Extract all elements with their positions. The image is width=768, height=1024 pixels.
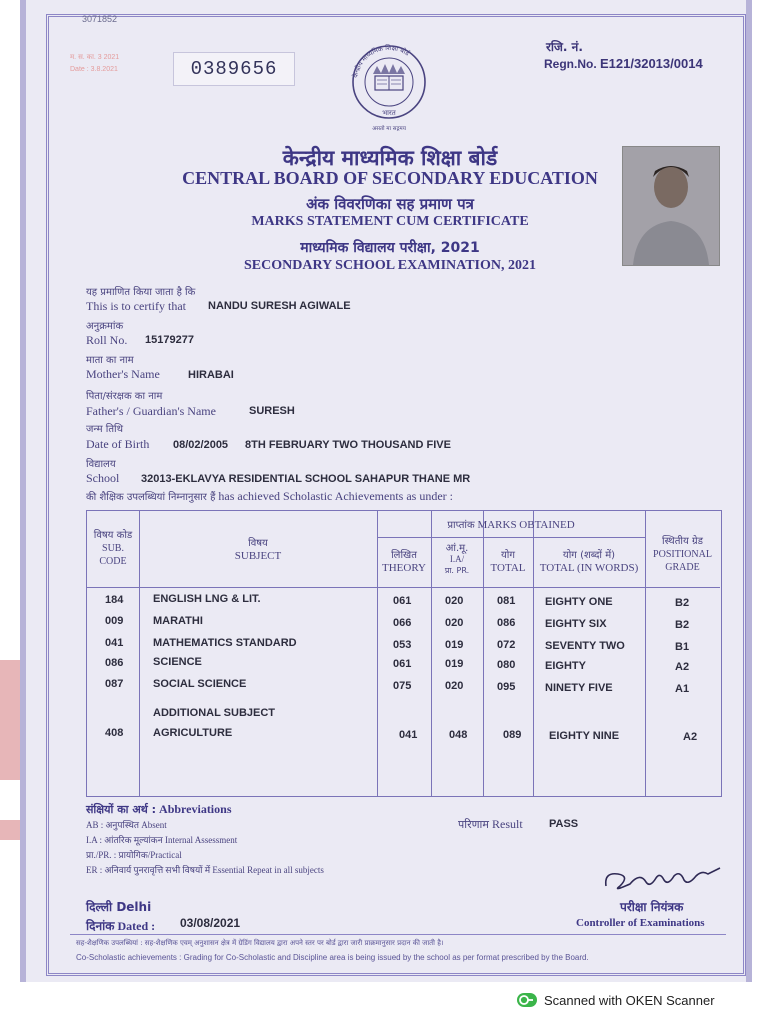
result-value: PASS [549, 818, 579, 830]
row-total-words: SEVENTY TWO [545, 640, 625, 652]
oken-scanner-icon [516, 992, 538, 1008]
abbr-title-en: Abbreviations [159, 802, 232, 816]
row-subject: MATHEMATICS STANDARD [153, 637, 297, 649]
exam-title-hindi: माध्यमिक विद्यालय परीक्षा, 2021 [300, 240, 480, 256]
student-photo-silhouette-icon [623, 147, 719, 265]
abbr-pr: प्रा./PR. : प्रायोगिक/Practical [86, 850, 182, 860]
father-label-en: Father's / Guardian's Name [86, 404, 216, 418]
abbr-ia: I.A : आंतरिक मूल्यांकन Internal Assessment [86, 835, 238, 845]
header-total-hi: योग [500, 550, 516, 561]
row-grade: B1 [675, 641, 690, 653]
header-subject [139, 537, 377, 563]
scanner-text: Scanned with OKEN Scanner [544, 992, 715, 1008]
row-code: 009 [105, 615, 124, 627]
header-marks-obtained [377, 519, 645, 532]
header-subject-hi: विषय [248, 538, 268, 549]
dob-words: 8TH FEBRUARY TWO THOUSAND FIVE [245, 439, 451, 451]
row-code: 087 [105, 678, 124, 690]
red-stamp-line-2: Date : 3.8.2021 [70, 66, 118, 73]
certify-label-en: This is to certify that [86, 299, 186, 313]
row-grade: B2 [675, 619, 690, 631]
seal-text-mid: भारत [382, 109, 396, 117]
dob-value: 08/02/2005 [173, 439, 229, 451]
co-scholastic-note-hi: सह-शैक्षणिक उपलब्धियां : सह-शैक्षणिक एवम् अनुशासन क्षेत्र में ग्रेडिंग विद्यालय द्वारा अपने स्तर पर बोर्ड द्वारा जारी प्राक्रमानुसार प्रदान की जाती है। [76, 939, 444, 947]
row-total: 089 [503, 729, 522, 741]
header-words-en: TOTAL (IN WORDS) [539, 562, 639, 574]
scanner-watermark [516, 992, 715, 1008]
certify-label-hi: यह प्रमाणित किया जाता है कि [86, 287, 196, 298]
header-ia-pr: प्रा. PR. [444, 566, 470, 575]
exam-title-english: SECONDARY SCHOOL EXAMINATION, 2021 [244, 258, 536, 273]
achievement-en: has achieved Scholastic Achievements as under : [218, 489, 453, 503]
student-name: NANDU SURESH AGIWALE [208, 300, 351, 312]
header-grade-hi: स्थितीय ग्रेड [662, 536, 703, 547]
row-grade: A2 [675, 661, 690, 673]
achievement-line [86, 489, 453, 504]
row-theory: 041 [399, 729, 418, 741]
serial-small: 3071852 [82, 14, 118, 24]
school-label-en: School [86, 471, 120, 485]
father-label-hi: पिता/संरक्षक का नाम [86, 391, 163, 402]
row-theory: 061 [393, 658, 412, 670]
roll-label-hi: अनुक्रमांक [86, 321, 124, 332]
row-ia: 019 [445, 639, 464, 651]
row-total-words: NINETY FIVE [545, 682, 613, 694]
row-grade: B2 [675, 597, 690, 609]
roll-number: 15179277 [145, 334, 194, 346]
row-grade: A1 [675, 683, 690, 695]
abbr-title-hi: संक्षियों का अर्थ : [86, 803, 157, 816]
row-subject: MARATHI [153, 615, 203, 627]
result-label-hi: परिणाम [458, 818, 489, 831]
board-name-hindi: केन्द्रीय माध्यमिक शिक्षा बोर्ड [282, 146, 498, 170]
row-ia: 020 [445, 617, 464, 629]
marks-table [86, 510, 722, 797]
row-theory: 053 [393, 639, 412, 651]
header-ia [431, 543, 483, 576]
regn-label-hi: रजि. नं. [546, 40, 583, 54]
row-total-words: EIGHTY [545, 660, 586, 672]
certificate-number: 0389656 [173, 52, 295, 86]
row-grade: A2 [683, 731, 698, 743]
row-theory: 066 [393, 617, 412, 629]
row-subject: ENGLISH LNG & LIT. [153, 593, 261, 605]
header-ia-en: I.A/ [449, 554, 465, 564]
header-total-en: TOTAL [490, 562, 526, 574]
abbr-er: ER : अनिवार्य पुनरावृत्ति सभी विषयों में Essential Repeat in all subjects [86, 865, 324, 875]
seal-motto: असतो मा सद्गमय [372, 126, 406, 132]
red-stamp [70, 52, 168, 80]
row-ia: 020 [445, 595, 464, 607]
abbreviations-title [86, 802, 232, 817]
controller-title-english: Controller of Examinations [576, 917, 705, 929]
mother-label-hi: माता का नाम [86, 355, 134, 366]
row-ia: 048 [449, 729, 468, 741]
regn-value: E121/32013/0014 [600, 56, 703, 71]
header-total-words [533, 549, 645, 575]
board-name-english: CENTRAL BOARD OF SECONDARY EDUCATION [182, 168, 598, 188]
header-total [483, 549, 533, 575]
header-code [87, 529, 139, 568]
row-total: 086 [497, 617, 516, 629]
place: दिल्ली Delhi [86, 900, 152, 914]
roll-label-en: Roll No. [86, 333, 128, 347]
header-theory [377, 549, 431, 575]
co-scholastic-note-en: Co-Scholastic achievements : Grading for Co-Scholastic and Discipline area is being issued by the school as per format prescribed by the Board. [76, 953, 589, 962]
header-subject-en: SUBJECT [234, 550, 282, 562]
school-label-hi: विद्यालय [86, 459, 116, 470]
document-title-english: MARKS STATEMENT CUM CERTIFICATE [251, 214, 529, 229]
additional-subject-label: ADDITIONAL SUBJECT [153, 707, 276, 719]
regn-label-en: Regn.No. [544, 57, 597, 71]
row-total-words: EIGHTY NINE [549, 730, 620, 742]
red-stamp-line-1: म. स. का. 3 2021 [70, 54, 120, 61]
row-theory: 061 [393, 595, 412, 607]
row-ia: 020 [445, 680, 464, 692]
controller-title-hindi: परीक्षा नियंत्रक [620, 900, 684, 914]
mother-label-en: Mother's Name [86, 367, 160, 381]
row-code: 408 [105, 727, 124, 739]
row-subject: AGRICULTURE [153, 727, 233, 739]
school-name: 32013-EKLAVYA RESIDENTIAL SCHOOL SAHAPUR THANE MR [141, 473, 471, 485]
result-label-en: Result [491, 817, 523, 831]
header-marks-en: MARKS OBTAINED [477, 519, 575, 531]
header-marks-hi: प्राप्तांक [447, 520, 475, 531]
dated-label: दिनांक Dated : [86, 919, 156, 933]
father-name: SURESH [249, 405, 295, 417]
document-title-hindi: अंक विवरणिका सह प्रमाण पत्र [306, 195, 474, 213]
cbse-seal-icon [347, 40, 431, 136]
issue-date: 03/08/2021 [180, 916, 241, 930]
row-code: 184 [105, 594, 124, 606]
row-total: 080 [497, 659, 516, 671]
row-subject: SOCIAL SCIENCE [153, 678, 247, 690]
registration-number [544, 38, 703, 71]
row-total: 081 [497, 595, 516, 607]
row-subject: SCIENCE [153, 656, 202, 668]
header-grade-en: POSITIONAL GRADE [653, 549, 712, 573]
row-code: 041 [105, 637, 124, 649]
footer-divider [70, 934, 726, 935]
header-grade [645, 535, 720, 574]
dob-label-hi: जन्म तिथि [86, 424, 124, 435]
row-theory: 075 [393, 680, 412, 692]
dob-label-en: Date of Birth [86, 437, 150, 451]
abbr-ab: AB : अनुपस्थित Absent [86, 820, 167, 830]
row-total: 072 [497, 639, 516, 651]
header-words-hi: योग (शब्दों में) [562, 550, 616, 561]
background-red-edge-small [0, 820, 20, 840]
header-code-hi: विषय कोड [93, 530, 133, 541]
student-photo [622, 146, 720, 266]
header-theory-en: THEORY [382, 562, 426, 574]
header-code-en: SUB. CODE [99, 543, 127, 567]
controller-signature-icon [600, 864, 726, 894]
header-ia-hi: आं.मू. [445, 543, 469, 554]
mother-name: HIRABAI [188, 369, 234, 381]
row-total-words: EIGHTY SIX [545, 618, 607, 630]
seal-text-top: केन्द्रीय माध्यमिक शिक्षा बोर्ड [351, 43, 411, 79]
header-theory-hi: लिखित [391, 550, 417, 561]
achievement-hi: की शैक्षिक उपलब्धियां निम्नानुसार हैं [86, 492, 216, 503]
result-label [458, 817, 523, 832]
row-total: 095 [497, 681, 516, 693]
row-total-words: EIGHTY ONE [545, 596, 613, 608]
row-ia: 019 [445, 658, 464, 670]
row-code: 086 [105, 657, 124, 669]
background-red-edge [0, 660, 20, 780]
